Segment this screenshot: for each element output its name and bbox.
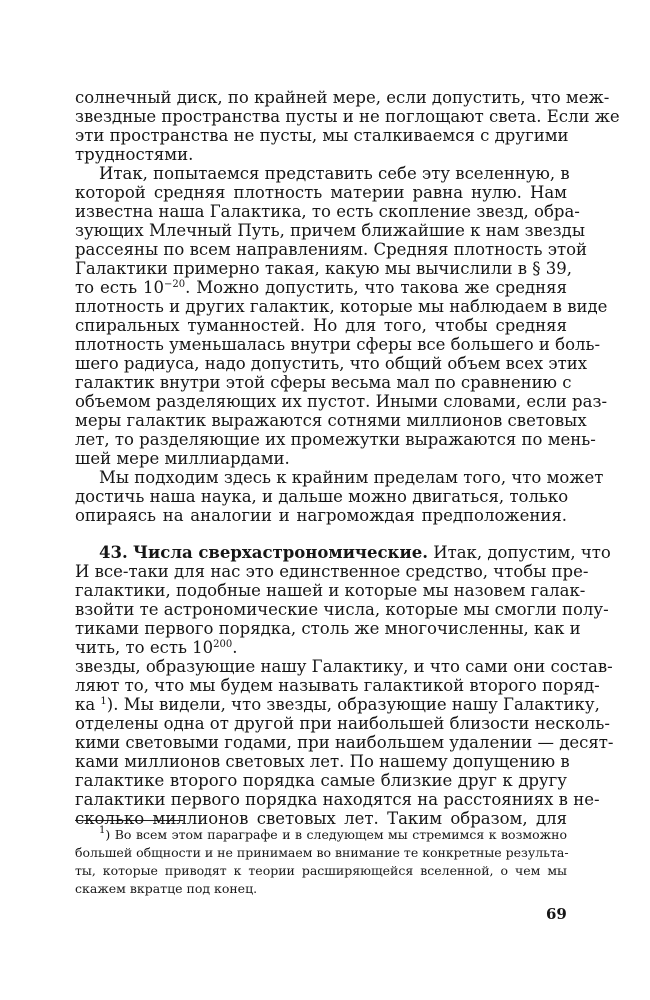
- text-line: достичь наша наука, и дальше можно двигаться, только: [75, 487, 569, 506]
- text-line: спиральных туманностей. Но для того, чтобы средняя: [75, 316, 567, 335]
- text-line: кими световыми годами, при наибольшем удалении — десят-: [75, 733, 614, 752]
- text-line: галактик внутри этой сферы весьма мал по сравнению с: [75, 373, 572, 392]
- text-line: плотность и других галактик, которые мы наблюдаем в виде: [75, 297, 608, 316]
- text-line: ляют то, что мы будем называть галактикой второго поряд-: [75, 676, 600, 695]
- text-line: звездные пространства пусты и не поглощают света. Если же: [75, 107, 620, 126]
- text-fragment: то есть 10: [75, 278, 164, 297]
- text-line: плотность уменьшалась внутри сферы все большего и боль-: [75, 335, 601, 354]
- text-line: известна наша Галактика, то есть скопление звезд, обра-: [75, 202, 580, 221]
- text-line: лет, то разделяющие их промежутки выражаются по мень-: [75, 430, 596, 449]
- text-fragment: ). Мы видели, что звезды, образующие нашу Галактику,: [106, 695, 600, 714]
- text-line: галактике второго порядка самые близкие друг к другу: [75, 771, 567, 790]
- text-line: опираясь на аналогии и нагромождая предположения.: [75, 506, 567, 525]
- section-title: Числа сверхастрономические.: [132, 543, 428, 562]
- text-line: отделены одна от другой при наибольшей близости несколь-: [75, 714, 610, 733]
- text-line: Итак, попытаемся представить себе эту вселенную, в: [99, 164, 570, 183]
- text-line: зующих Млечный Путь, причем ближайшие к нам звезды: [75, 221, 585, 240]
- footnote-line: скажем вкратце под конец.: [75, 881, 258, 896]
- text-line: Галактики примерно такая, какую мы вычислили в § 39,: [75, 259, 573, 278]
- text-line: [75, 695, 600, 715]
- text-line: трудностями.: [75, 145, 194, 164]
- text-line: [75, 278, 567, 298]
- text-fragment: .: [232, 638, 238, 657]
- text-line: которой средняя плотность материи равна нулю. Нам: [75, 183, 567, 202]
- text-line: объемом разделяющих их пустот. Иными словами, если раз-: [75, 392, 608, 411]
- footnote-marker: 1: [99, 825, 106, 836]
- footnote-line: большей общности и не принимаем во внимание те конкретные результа-: [75, 845, 569, 860]
- exponent: −20: [163, 279, 186, 290]
- text-fragment: ка: [75, 695, 101, 714]
- text-line: солнечный диск, по крайней мере, если допустить, что меж-: [75, 88, 610, 107]
- text-fragment: чить, то есть 10: [75, 638, 214, 657]
- text-line: шей мере миллиардами.: [75, 449, 290, 468]
- text-line: рассеяны по всем направлениям. Средняя плотность этой: [75, 240, 588, 259]
- footnote-ref: 1: [100, 696, 107, 707]
- text-line: [75, 638, 567, 658]
- section-heading-line: [99, 543, 611, 563]
- text-fragment: ) Во всем этом параграфе и в следующем мы стремимся к возможно: [105, 827, 567, 842]
- text-line: сколько миллионов световых лет. Таким образом, для: [75, 809, 567, 828]
- exponent: 200: [213, 639, 233, 650]
- footnote-line: ты, которые приводят к теории расширяющейся вселенной, о чем мы: [75, 863, 567, 878]
- text-line: галактики, подобные нашей и которые мы назовем галак-: [75, 581, 586, 600]
- page-number: 69: [546, 905, 567, 923]
- text-line: эти пространства не пусты, мы сталкиваемся с другими: [75, 126, 569, 145]
- text-line: тиками первого порядка, столь же многочисленны, как и: [75, 619, 581, 638]
- text-line: меры галактик выражаются сотнями миллионов световых: [75, 411, 587, 430]
- text-line: И все-таки для нас это единственное средство, чтобы пре-: [75, 562, 589, 581]
- text-line: взойти те астрономические числа, которые мы смогли полу-: [75, 600, 609, 619]
- text-fragment: . Можно допустить, что такова же средняя: [185, 278, 567, 297]
- section-number: 43.: [99, 543, 128, 562]
- text-line: ками миллионов световых лет. По нашему допущению в: [75, 752, 570, 771]
- text-line: галактики первого порядка находятся на расстояниях в не-: [75, 790, 600, 809]
- text-fragment: Итак, допустим, что: [433, 543, 611, 562]
- text-line: шего радиуса, надо допустить, что общий объем всех этих: [75, 354, 588, 373]
- text-line: звезды, образующие нашу Галактику, и что сами они состав-: [75, 657, 613, 676]
- text-line: Мы подходим здесь к крайним пределам того, что может: [99, 468, 604, 487]
